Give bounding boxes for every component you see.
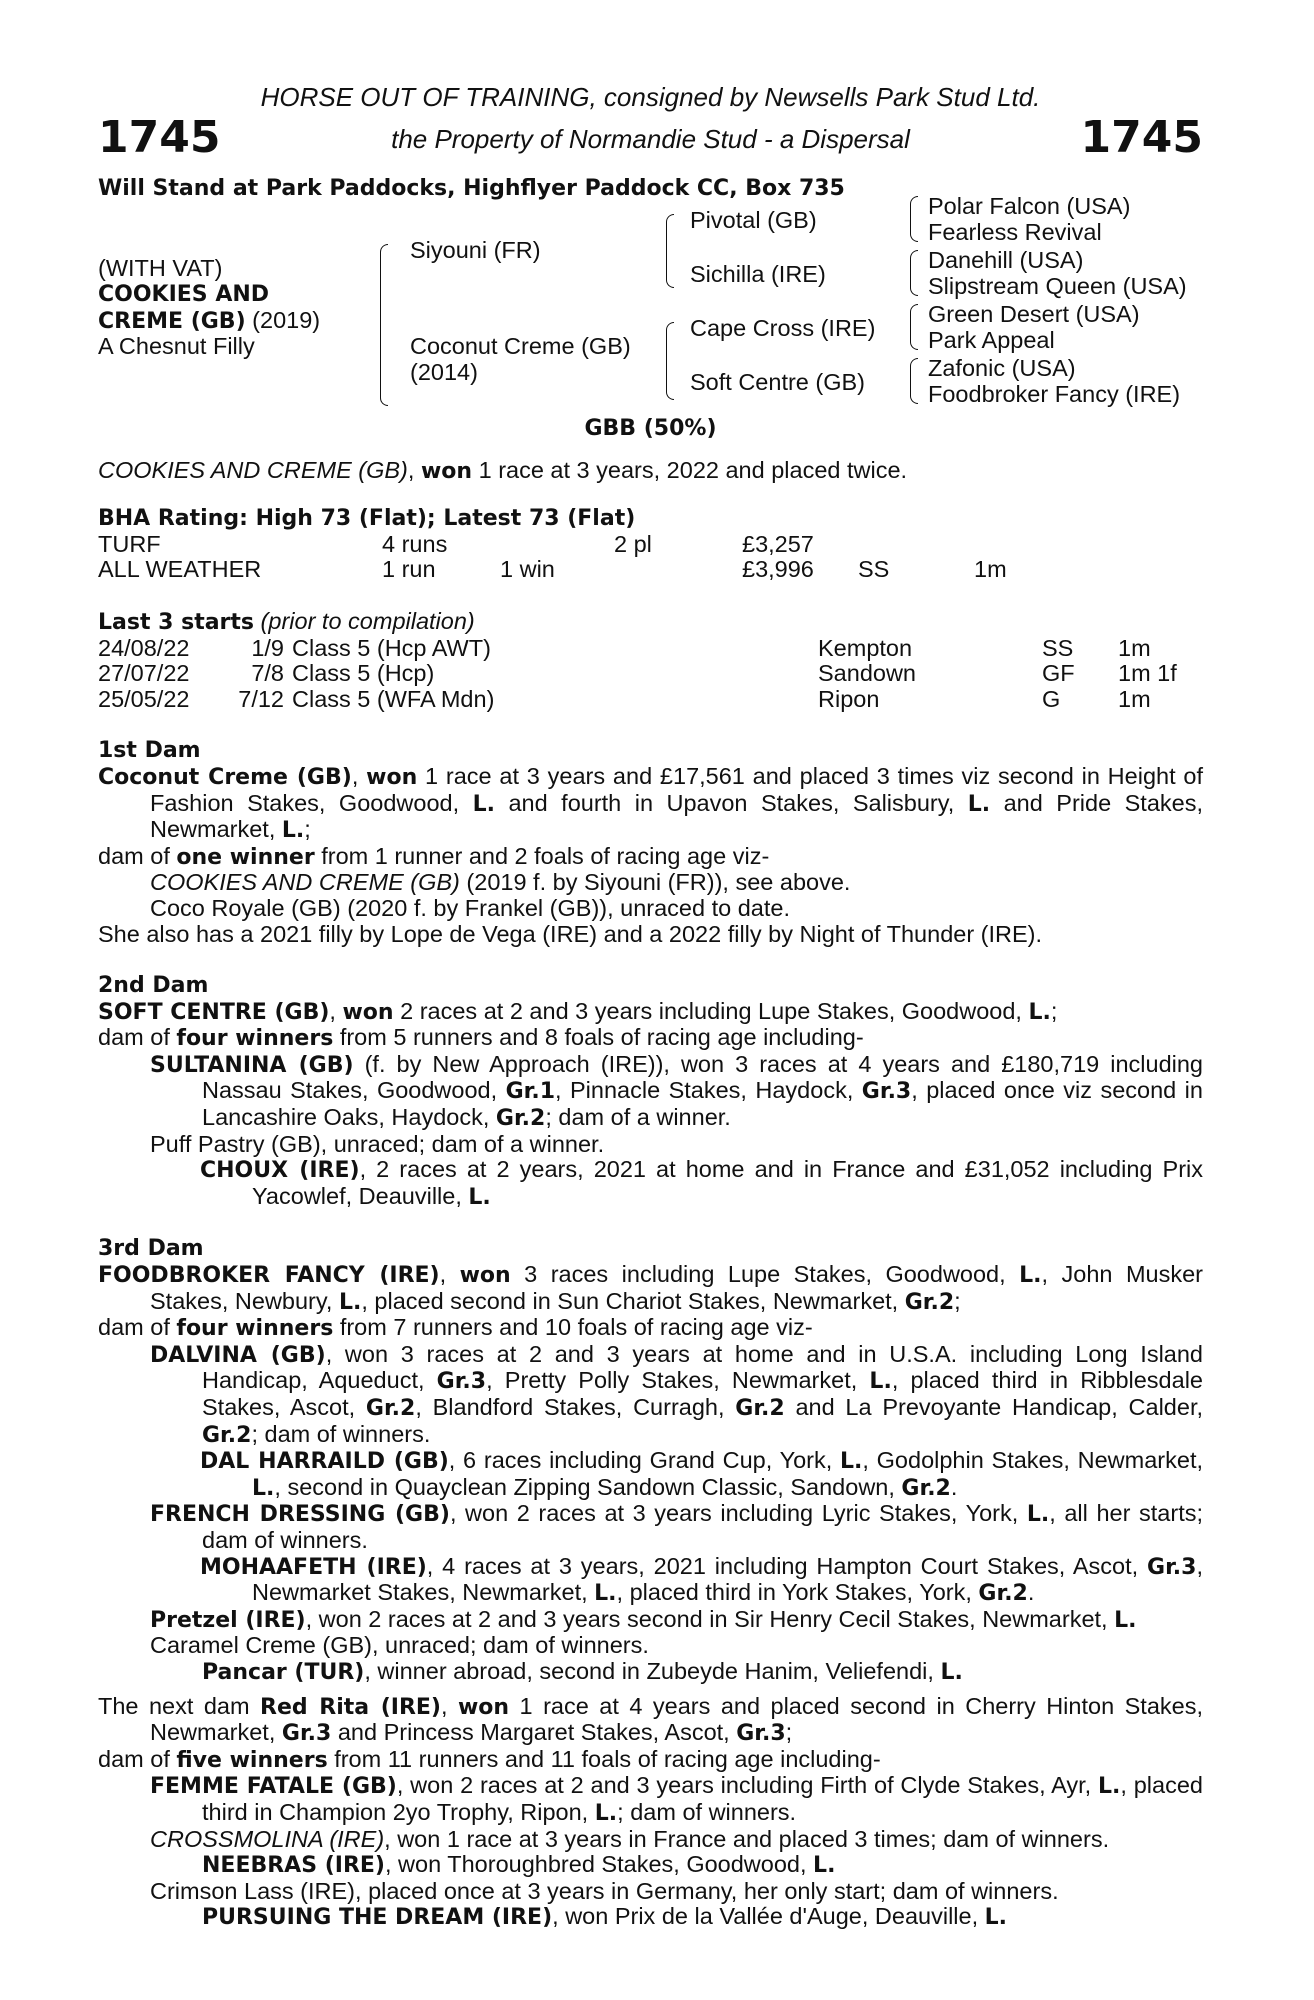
pedigree-sire-dam: Sichilla (IRE): [690, 261, 826, 287]
rating-surface: TURF: [98, 530, 161, 557]
text: , placed second in Sun Chariot Stakes, Newmarket,: [361, 1287, 905, 1314]
start-course: Ripon: [818, 685, 880, 712]
text: and La Prevoyante Handicap, Calder,: [784, 1394, 1203, 1420]
text: , placed third in York Stakes, York,: [616, 1579, 979, 1606]
text: ;: [304, 816, 311, 843]
pedigree-dds: Zafonic (USA): [928, 355, 1076, 381]
produce-item: Puff Pastry (GB), unraced; dam of a winner.: [150, 1130, 605, 1157]
group-mark: Gr.2: [735, 1396, 785, 1421]
text: ; dam of a winner.: [545, 1104, 731, 1131]
group-mark: Gr.2: [202, 1422, 252, 1448]
second-dam-record: SOFT CENTRE (GB), won 2 races at 2 and 3 years including Lupe Stakes, Goodwood, L.;: [98, 997, 1058, 1025]
text: and Pride Stakes, Newmarket,: [150, 789, 1203, 843]
last-starts-heading: Last 3 starts: [98, 609, 255, 635]
pedigree-ssd: Fearless Revival: [928, 219, 1102, 245]
pedigree-dam: Coconut Creme (GB): [410, 333, 631, 359]
text: , 2 races at 2 years, 2021 at home and in France and £31,052 including Prix Yacowlef, Deauville,: [252, 1156, 1203, 1209]
text: dam of: [98, 842, 177, 869]
produce-name: DAL HARRAILD (GB): [200, 1449, 449, 1475]
start-row: [98, 687, 1203, 713]
start-row: [98, 661, 1203, 687]
third-dam-name: FOODBROKER FANCY (IRE): [98, 1263, 440, 1289]
lot-number-left: 1745: [98, 112, 221, 163]
first-dam-name: Coconut Creme (GB): [98, 764, 352, 790]
produce-item: [98, 1773, 1203, 1826]
won-label: won: [366, 764, 418, 790]
pedigree-sss: Polar Falcon (USA): [928, 193, 1131, 219]
brace-4b: [910, 250, 918, 296]
group-mark: Gr.2: [495, 1106, 546, 1132]
text: , won 1 race at 3 years in France and placed 3 times; dam of winners.: [384, 1825, 1110, 1852]
produce-item: [98, 1342, 1203, 1448]
produce-name: PURSUING THE DREAM (IRE): [202, 1905, 553, 1931]
listed-mark: L.: [1019, 1263, 1042, 1289]
pedigree-dsd: Park Appeal: [928, 327, 1055, 353]
pedigree-sire: Siyouni (FR): [410, 237, 541, 263]
start-race: Class 5 (WFA Mdn): [292, 685, 495, 712]
horse-name-line2: [98, 308, 320, 335]
produce-item: [98, 1659, 1203, 1686]
horse-year: (2019): [245, 307, 321, 333]
group-mark: Gr.1: [505, 1079, 556, 1105]
start-distance: 1m: [1118, 634, 1151, 661]
sire-dam-brace: [380, 244, 388, 406]
produce-item: [98, 1448, 1203, 1501]
start-course: Kempton: [818, 634, 913, 661]
text: ; dam of winners.: [617, 1798, 797, 1825]
horse-name-line1: COOKIES AND: [98, 282, 270, 307]
winners-count: four winners: [176, 1316, 334, 1342]
group-mark: Gr.3: [436, 1369, 487, 1395]
produce-name: FRENCH DRESSING (GB): [150, 1502, 450, 1528]
winners-count: five winners: [176, 1747, 328, 1773]
pedigree-sire-sire: Pivotal (GB): [690, 207, 817, 233]
text: , 4 races at 3 years, 2021 including Hampton Court Stakes, Ascot,: [426, 1552, 1148, 1579]
start-date: 27/07/22: [98, 660, 190, 687]
start-distance: 1m 1f: [1118, 660, 1177, 687]
listed-mark: L.: [940, 1659, 963, 1685]
start-date: 24/08/22: [98, 634, 190, 661]
second-dam-produce-summary: [98, 1025, 1203, 1052]
text: 2 races at 2 and 3 years including Lupe Stakes, Goodwood,: [393, 997, 1029, 1024]
last-starts-title: [98, 609, 1203, 636]
text: The next dam: [98, 1692, 261, 1719]
first-dam-title: 1st Dam: [98, 738, 201, 764]
text: .: [1027, 1579, 1035, 1606]
listed-mark: L.: [1026, 1502, 1050, 1528]
produce-item: [98, 1852, 1203, 1879]
consignor-line: HORSE OUT OF TRAINING, consigned by Newsells Park Stud Ltd.: [260, 82, 1041, 112]
listed-mark: L.: [472, 791, 495, 817]
third-dam-record: FOODBROKER FANCY (IRE), won 3 races including Lupe Stakes, Goodwood, L., John Musker Stakes, Newbury, L., placed second in Sun Chariot Stakes, Newmarket, Gr.2;: [98, 1261, 1203, 1315]
text: , Pinnacle Stakes, Haydock,: [555, 1077, 862, 1104]
lot-number-right: 1745: [1080, 112, 1203, 163]
brace-4d: [910, 358, 918, 404]
second-dam-title: 2nd Dam: [98, 973, 209, 999]
produce-name: NEEBRAS (IRE): [202, 1853, 385, 1879]
gbb-note: GBB (50%): [584, 416, 717, 441]
winners-count: four winners: [176, 1026, 334, 1052]
horse-description: A Chesnut Filly: [98, 333, 255, 359]
produce-name: SULTANINA (GB): [150, 1052, 354, 1078]
text: , placed third in Ribblesdale Stakes, Ascot,: [202, 1367, 1203, 1420]
winners-count: one winner: [176, 844, 315, 870]
text: from 1 runner and 2 foals of racing age viz-: [314, 842, 770, 869]
text: and Princess Margaret Stakes, Ascot,: [331, 1719, 737, 1746]
rating-runs: 1 run: [382, 556, 436, 583]
first-dam-also: She also has a 2021 filly by Lope de Vega (IRE) and a 2022 filly by Night of Thunder (IRE).: [98, 920, 1043, 947]
summary-won: won: [420, 458, 473, 484]
produce-item: [98, 1904, 1203, 1931]
text: ; dam of winners.: [251, 1420, 431, 1447]
text: , second in Quayclean Zipping Sandown Classic, Sandown,: [274, 1473, 902, 1500]
rating-row-turf: [98, 532, 1203, 558]
third-dam-title: 3rd Dam: [98, 1236, 204, 1262]
text: dam of: [98, 1314, 177, 1341]
text: from 5 runners and 8 foals of racing age including-: [333, 1024, 864, 1051]
won-label: won: [342, 999, 394, 1025]
won-label: won: [459, 1263, 511, 1289]
next-dam-name: Red Rita (IRE): [260, 1694, 441, 1720]
catalogue-page: [98, 82, 1203, 1931]
pedigree-dam-sire: Cape Cross (IRE): [690, 315, 876, 341]
rating-placed: 2 pl: [614, 530, 652, 557]
text: , won 2 races at 2 and 3 years second in Sir Henry Cecil Stakes, Newmarket,: [305, 1605, 1115, 1632]
horse-name: CREME (GB): [98, 309, 246, 334]
produce-item: [98, 1827, 1203, 1853]
dam-parents-brace: [666, 322, 674, 400]
produce-name: COOKIES AND CREME (GB): [150, 869, 460, 896]
start-going: G: [1042, 685, 1061, 712]
group-mark: Gr.2: [904, 1289, 955, 1315]
rating-wins: 1 win: [500, 556, 555, 583]
second-dam-name: SOFT CENTRE (GB): [98, 999, 330, 1025]
produce-item: [98, 1157, 1203, 1210]
rating-row-aw: [98, 557, 1203, 583]
produce-name: CROSSMOLINA (IRE): [150, 1825, 385, 1852]
last-starts-note: (prior to compilation): [254, 607, 475, 634]
brace-4c: [910, 304, 918, 350]
rating-runs: 4 runs: [382, 530, 448, 557]
group-mark: Gr.2: [365, 1396, 416, 1421]
produce-name: FEMME FATALE (GB): [150, 1774, 397, 1800]
start-race: Class 5 (Hcp AWT): [292, 634, 491, 661]
start-going: GF: [1042, 660, 1075, 687]
text: , Godolphin Stakes, Newmarket,: [862, 1447, 1203, 1474]
start-going: SS: [1042, 634, 1074, 661]
first-dam-produce-summary: [98, 844, 1203, 871]
listed-mark: L.: [869, 1369, 892, 1395]
group-mark: Gr.2: [901, 1475, 951, 1501]
produce-name: Pancar (TUR): [202, 1659, 365, 1685]
group-mark: Gr.3: [281, 1721, 332, 1747]
text: .: [950, 1473, 958, 1500]
start-distance: 1m: [1118, 685, 1151, 712]
sire-parents-brace: [666, 214, 674, 288]
text: ;: [954, 1287, 961, 1314]
pedigree-dam-dam: Soft Centre (GB): [690, 369, 865, 395]
pedigree-dam-year: (2014): [410, 359, 478, 385]
rating-surface: ALL WEATHER: [98, 556, 262, 583]
race-summary: COOKIES AND CREME (GB), won 1 race at 3 years, 2022 and placed twice.: [98, 456, 908, 484]
group-mark: Gr.3: [736, 1721, 786, 1747]
text: (2019 f. by Siyouni (FR)), see above.: [459, 869, 851, 896]
listed-mark: L.: [594, 1581, 617, 1607]
text: , won 2 races at 3 years including Lyric Stakes, York,: [449, 1500, 1027, 1527]
lot-header: [98, 82, 1203, 163]
produce-name: DALVINA (GB): [150, 1342, 326, 1368]
property-line: the Property of Normandie Stud - a Dispersal: [391, 124, 910, 154]
third-dam-produce-summary: [98, 1315, 1203, 1342]
group-mark: Gr.3: [861, 1079, 912, 1105]
start-position: 7/12: [238, 685, 284, 712]
text: , Newmarket Stakes, Newmarket,: [252, 1552, 1203, 1606]
text: 3 races including Lupe Stakes, Goodwood,: [510, 1261, 1020, 1288]
text: , placed once viz second in Lancashire Oaks, Haydock,: [202, 1077, 1203, 1131]
start-row: [98, 636, 1203, 662]
text: , won Thoroughbred Stakes, Goodwood,: [384, 1851, 814, 1878]
text: (f. by New Approach (IRE)), won 3 races at 4 years and £180,719 including Nassau Stakes, Goodwood,: [202, 1050, 1204, 1104]
listed-mark: L.: [1114, 1607, 1137, 1633]
text: from 7 runners and 10 foals of racing age viz-: [333, 1314, 813, 1341]
listed-mark: L.: [840, 1449, 863, 1475]
produce-item: [98, 870, 1203, 896]
listed-mark: L.: [1098, 1774, 1121, 1800]
text: , 6 races including Grand Cup, York,: [448, 1447, 840, 1474]
text: , John Musker Stakes, Newbury,: [150, 1261, 1203, 1314]
text: , Blandford Stakes, Curragh,: [415, 1394, 736, 1420]
pedigree-sdd: Slipstream Queen (USA): [928, 273, 1187, 299]
listed-mark: L.: [594, 1800, 618, 1826]
text: from 11 runners and 11 foals of racing age including-: [327, 1745, 881, 1772]
won-label: won: [457, 1694, 510, 1720]
produce-item: Caramel Creme (GB), unraced; dam of winners.: [150, 1632, 649, 1659]
vat-note: (WITH VAT): [98, 255, 223, 281]
brace-4a: [910, 196, 918, 242]
listed-mark: L.: [967, 791, 991, 817]
summary-text: 1 race at 3 years, 2022 and placed twice.: [472, 456, 908, 483]
text: 1 race at 3 years and £17,561 and placed 3 times viz second in Height of Fashion Stakes, Goodwood,: [150, 762, 1204, 816]
listed-mark: L.: [468, 1184, 491, 1210]
listed-mark: L.: [813, 1853, 836, 1879]
text: and fourth in Upavon Stakes, Salisbury,: [495, 789, 968, 816]
group-mark: Gr.2: [978, 1581, 1028, 1607]
text: 1 race at 4 years and placed second in Cherry Hinton Stakes, Newmarket,: [150, 1692, 1203, 1746]
first-dam-record: Coconut Creme (GB), won 1 race at 3 years and £17,561 and placed 3 times viz second in Height of Fashion Stakes, Goodwood, L. and fourth in Upavon Stakes, Salisbury, L. and Pride Stakes, Newmarket, L.;: [98, 762, 1204, 844]
stand-location: Will Stand at Park Paddocks, Highflyer Paddock CC, Box 735: [98, 176, 845, 201]
bha-rating-title: BHA Rating: High 73 (Flat); Latest 73 (Flat): [98, 506, 636, 532]
text: , all her starts; dam of winners.: [202, 1500, 1204, 1553]
listed-mark: L.: [984, 1905, 1008, 1931]
pedigree-dss: Green Desert (USA): [928, 301, 1140, 327]
text: ;: [785, 1719, 793, 1746]
produce-item: [98, 1607, 1203, 1634]
text: dam of: [98, 1024, 177, 1051]
listed-mark: L.: [252, 1475, 275, 1501]
start-position: 7/8: [251, 660, 284, 687]
listed-mark: L.: [338, 1289, 362, 1315]
next-dam-record: The next dam Red Rita (IRE), won 1 race at 4 years and placed second in Cherry Hinton Stakes, Newmarket, Gr.3 and Princess Margaret Stakes, Ascot, Gr.3;: [98, 1692, 1203, 1747]
listed-mark: L.: [1028, 999, 1051, 1025]
start-course: Sandown: [818, 660, 916, 687]
rating-prize: £3,257: [742, 530, 814, 557]
produce-name: MOHAAFETH (IRE): [200, 1554, 427, 1580]
start-position: 1/9: [251, 634, 284, 661]
produce-item: [98, 1501, 1203, 1553]
rating-distance: 1m: [974, 556, 1007, 583]
produce-item: [98, 1052, 1203, 1132]
text: , won Prix de la Vallée d'Auge, Deauville,: [552, 1903, 985, 1930]
text: , winner abroad, second in Zubeyde Hanim, Veliefendi,: [364, 1657, 941, 1684]
pedigree-ddd: Foodbroker Fancy (IRE): [928, 381, 1181, 407]
text: , won 2 races at 2 and 3 years including Firth of Clyde Stakes, Ayr,: [396, 1772, 1099, 1799]
listed-mark: L.: [281, 818, 305, 844]
text: , Pretty Polly Stakes, Newmarket,: [486, 1367, 870, 1394]
start-race: Class 5 (Hcp): [292, 660, 435, 687]
produce-name: Pretzel (IRE): [150, 1607, 306, 1633]
rating-going: SS: [858, 556, 890, 583]
pedigree-table: [98, 193, 1203, 412]
produce-name: CHOUX (IRE): [200, 1158, 360, 1184]
produce-item: [98, 1554, 1203, 1607]
pedigree-sds: Danehill (USA): [928, 247, 1084, 273]
text: , won 3 races at 2 and 3 years at home and in U.S.A. including Long Island Handicap, Aqueduct,: [202, 1340, 1203, 1394]
produce-item: Crimson Lass (IRE), placed once at 3 years in Germany, her only start; dam of winners.: [150, 1877, 1059, 1904]
summary-horse-name: COOKIES AND CREME (GB): [98, 456, 408, 483]
text: ;: [1050, 997, 1058, 1024]
group-mark: Gr.3: [1147, 1554, 1197, 1580]
start-date: 25/05/22: [98, 685, 190, 712]
rating-prize: £3,996: [742, 556, 814, 583]
text: dam of: [98, 1745, 177, 1772]
next-dam-produce-summary: [98, 1747, 1203, 1774]
produce-item: Coco Royale (GB) (2020 f. by Frankel (GB)), unraced to date.: [150, 894, 790, 921]
text: , placed third in Champion 2yo Trophy, Ripon,: [202, 1772, 1203, 1825]
